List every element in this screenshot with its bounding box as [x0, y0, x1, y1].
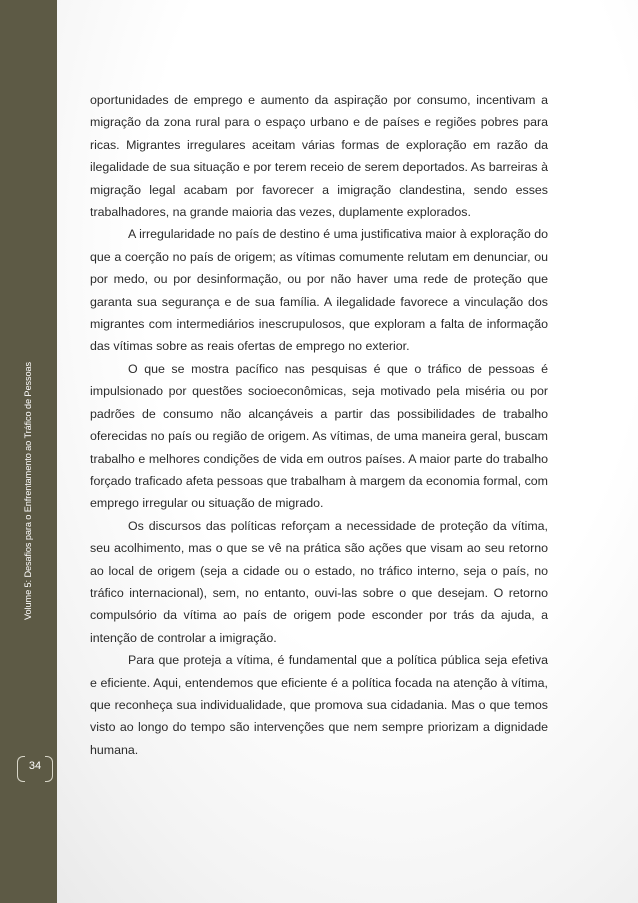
page-number: 34	[28, 760, 42, 772]
paragraph-2: A irregularidade no país de destino é uma justificativa maior à exploração do que a coerção no país de origem; as vítimas comumente relutam em denunciar, ou por medo, ou por desinformação, ou por não haver uma rede de proteção que garanta sua segurança e de sua família. A ilegalidade favorece a vinculação dos migrantes com intermediários inescrupulosos, que exploram a falta de informação das vítimas sobre as reais ofertas de emprego no exterior.	[90, 227, 548, 354]
page-body	[90, 89, 548, 761]
sidebar	[0, 0, 57, 903]
paragraph-4: Os discursos das políticas reforçam a necessidade de proteção da vítima, seu acolhimento, mas o que se vê na prática são ações que visam ao seu retorno ao local de origem (seja a cidade ou o estado, no tráfico interno, seja o país, no tráfico internacional), sem, no entanto, ouvi-las sobre o que desejam. O retorno compulsório da vítima ao país de origem pode esconder por trás da ajuda, a intenção de controlar a imigração.	[90, 518, 548, 645]
page-number-box	[17, 756, 53, 782]
paragraph-1: oportunidades de emprego e aumento da aspiração por consumo, incentivam a migração da zona rural para o espaço urbano e de países e regiões pobres para ricas. Migrantes irregulares aceitam várias formas de exploração em razão da ilegalidade de sua situação e por terem receio de serem deportados. As barreiras à migração legal acabam por favorecer a imigração clandestina, sendo esses trabalhadores, na grande maioria das vezes, duplamente explorados.	[90, 93, 548, 220]
paragraph-5: Para que proteja a vítima, é fundamental que a política pública seja efetiva e eficiente. Aqui, entendemos que eficiente é a política focada na atenção à vítima, que reconheça sua individualidade, que promova sua cidadania. Mas o que temos visto ao longo do tempo são intervenções que nem sempre priorizam a dignidade humana.	[90, 653, 548, 757]
running-title: Volume 5: Desafios para o Enfrentamento ao Tráfico de Pessoas	[23, 362, 33, 620]
paragraph-3: O que se mostra pacífico nas pesquisas é que o tráfico de pessoas é impulsionado por questões socioeconômicas, seja motivado pela miséria ou por padrões de consumo não alcançáveis a partir das possibilidades de trabalho oferecidas no país ou região de origem. As vítimas, de uma maneira geral, buscam trabalho e melhores condições de vida em outros países. A maior parte do trabalho forçado traficado afeta pessoas que trabalham à margem da economia formal, com emprego irregular ou situação de migrado.	[90, 361, 548, 511]
